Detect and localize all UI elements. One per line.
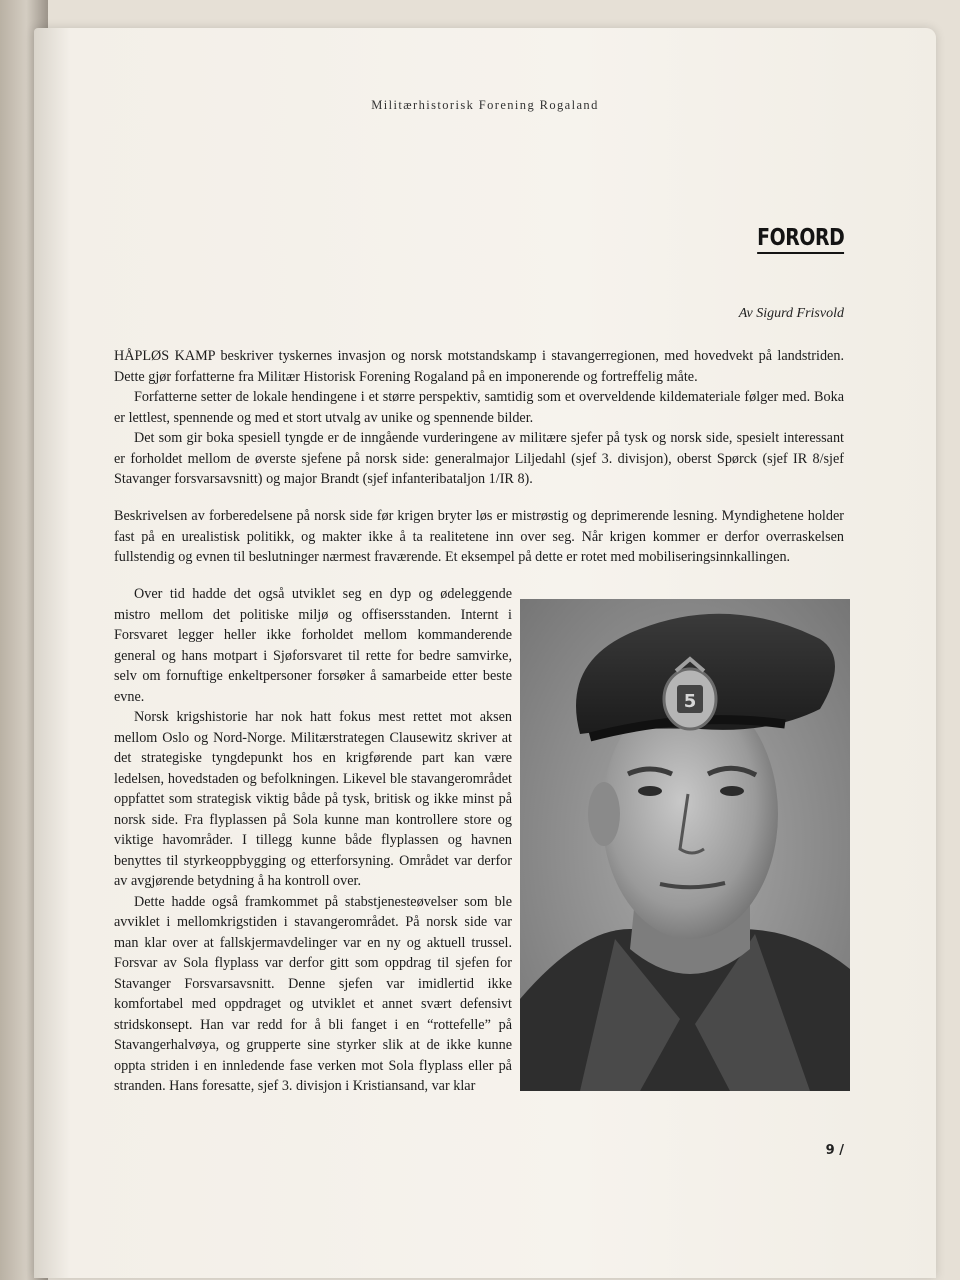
- column-paragraph: Over tid hadde det også utviklet seg en dyp og ødeleggende mistro mellom det politiske miljø og offisersstanden. Internt i Forsvaret legger heller ikke forholdet mellom kommanderende general og hans motpart i Sjøforsvaret til rette for bedre samvirke, selv om fornuftige enkeltpersoner forsøker å samarbeide etter beste evne.: [114, 586, 512, 705]
- chapter-title: FORORD: [757, 226, 844, 254]
- page-number: 9 /: [825, 1143, 844, 1158]
- book-page: [34, 28, 936, 1278]
- portrait-photo: [520, 599, 850, 1091]
- body-column: [114, 584, 512, 1097]
- portrait-illustration: [520, 599, 850, 1091]
- column-paragraph: Dette hadde også framkommet på stabstjenesteøvelser som ble avviklet i mellomkrigstiden i stavangerområdet. På norsk side var man klar over at fallskjermavdelinger var en ny og aktuell trussel. Forsvar av Sola flyplass var derfor gitt som oppdrag til sjefen for Stavanger Forsvarsavsnitt. Denne sjefen var imidlertid ikke komfortabel med oppdraget og utviklet et annet svært defensivt stridskonsept. Han var redd for å bli fanget i en “rottefelle” på Stavangerhalvøya, og grupperte sine styrker slik at de ikke kunne oppta striden i en innledende fase verken mot Sola flyplass eller på stranden. Hans foresatte, sjef 3. divisjon i Kristiansand, var klar: [114, 893, 512, 1094]
- intro-paragraph: Forfatterne setter de lokale hendingene i et større perspektiv, samtidig som et overveldende kildemateriale følger med. Boka er lettlest, spennende og med et stort utvalg av unike og spennende bilder.: [114, 389, 844, 426]
- author-line: Av Sigurd Frisvold: [738, 306, 844, 321]
- intro-text: [114, 346, 844, 490]
- intro-paragraph: HÅPLØS KAMP beskriver tyskernes invasjon og norsk motstandskamp i stavangerregionen, med hovedvekt på landstriden. Dette gjør forfatterne fra Militær Historisk Forening Rogaland på en imponerende og fortreffelig måte.: [114, 348, 844, 385]
- running-header: Militærhistorisk Forening Rogaland: [371, 98, 599, 112]
- section-text: [114, 506, 844, 568]
- badge-number: 5: [683, 691, 697, 712]
- section-paragraph: Beskrivelsen av forberedelsene på norsk side før krigen bryter løs er mistrøstig og deprimerende lesning. Myndighetene holder fast på en urealistisk politikk, og makter ikke å ta realitetene inn over seg. Når krigen kommer er derfor overraskelsen fullstendig og evnen til beslutninger nærmest fraværende. Et eksempel på dette er rotet med mobiliseringsinnkallingen.: [114, 508, 844, 565]
- column-paragraph: Norsk krigshistorie har nok hatt fokus mest rettet mot aksen mellom Oslo og Nord-Norge. Militærstrategen Clausewitz skriver at det strategiske tyngdepunkt hos en krigførende part kan være ledelsen, hovedstaden og befolkningen. Likevel ble stavangerområdet oppfattet som strategisk viktig både på tysk, britisk og ikke minst på norsk side. Fra flyplassen på Sola kunne man kontrollere store og viktige havområder. I tillegg kunne både flyplassen og havnen benyttes til styrkeoppbygging og etterforsyning. Området var derfor av avgjørende betydning å ha kontroll over.: [114, 709, 512, 889]
- intro-paragraph: Det som gir boka spesiell tyngde er de inngående vurderingene av militære sjefer på tysk og norsk side, spesielt interessant er forholdet mellom de øverste sjefene på norsk side: generalmajor Liljedahl (sjef 3. divisjon), oberst Spørck (sjef IR 8/sjef Stavanger forsvarsavsnitt) og major Brandt (sjef infanteribataljon 1/IR 8).: [114, 430, 844, 487]
